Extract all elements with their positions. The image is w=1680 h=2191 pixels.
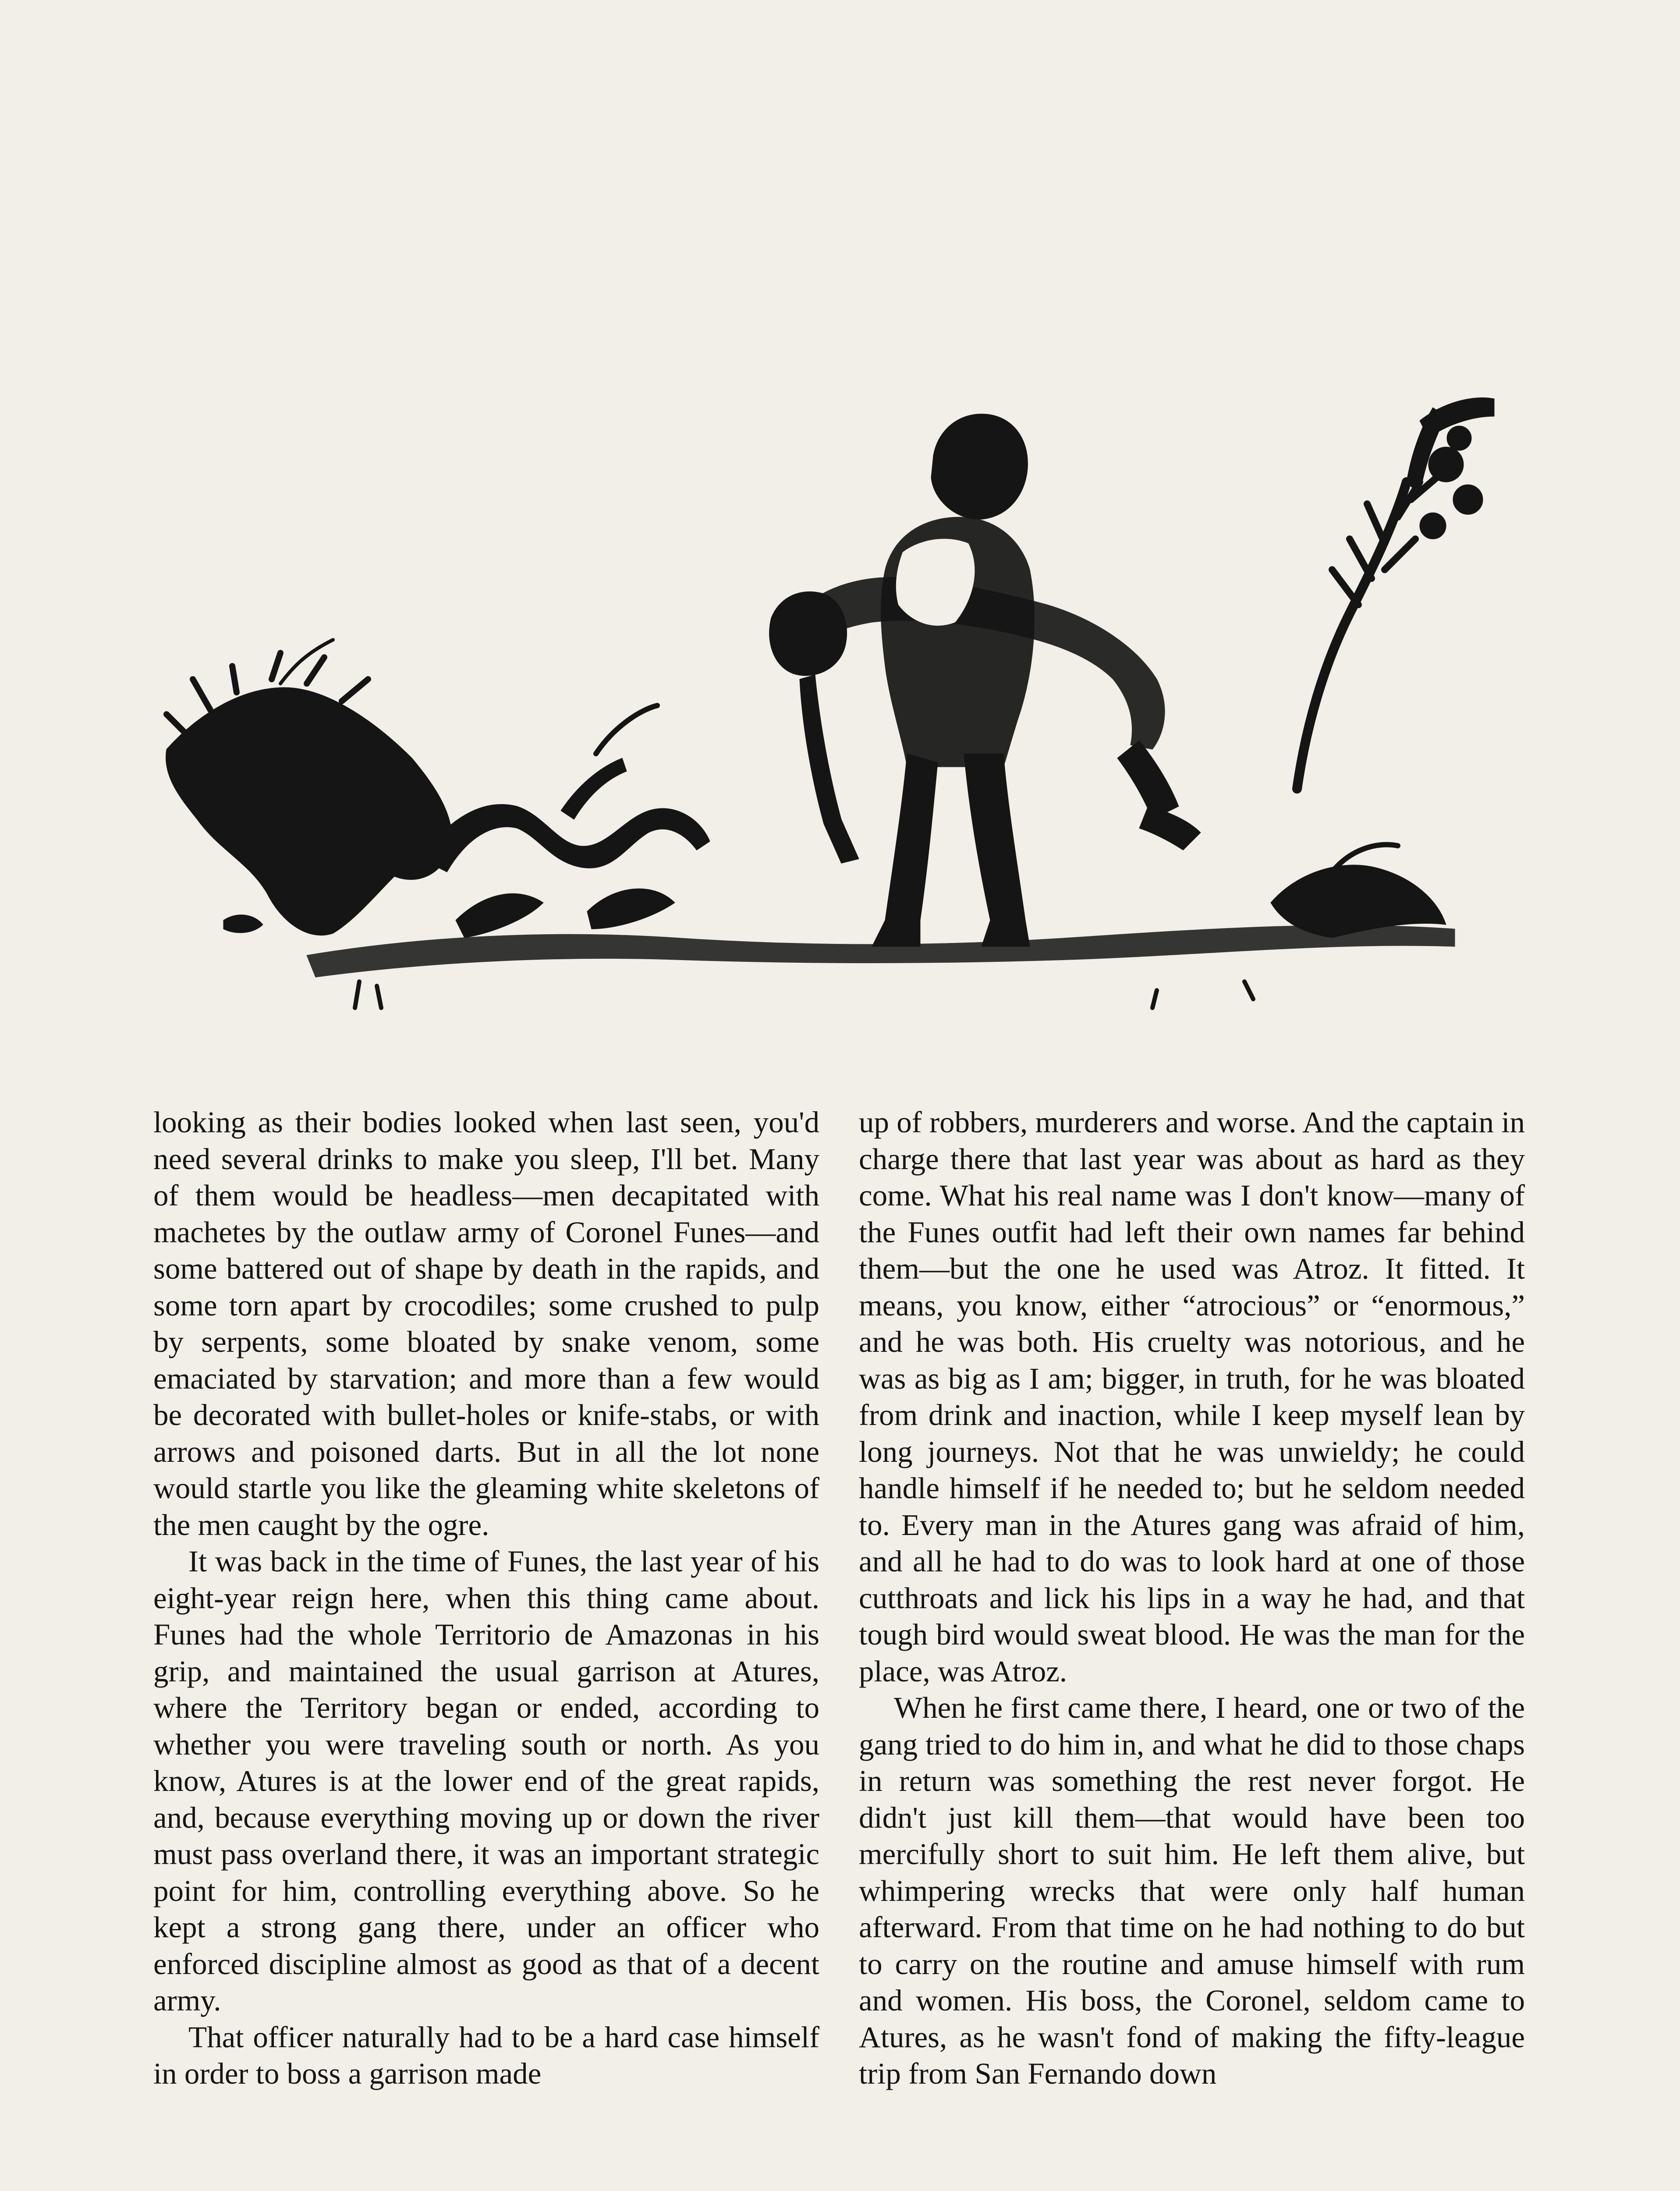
paragraph: That officer naturally had to be a hard case himself in order to boss a garrison made bbox=[153, 2020, 819, 2090]
paragraph: When he first came there, I heard, one or two of the gang tried to do him in, and what he did to those chaps in return was something the rest never forgot. He didn't just kill them—that would have been too mercifully short to suit him. He left them alive, but whimpering wrecks that were only half human afterward. From that time on he had nothing to do but to carry on the routine and amuse himself with rum and women. His boss, the Coronel, seldom came to Atures, as he wasn't fond of making the fifty-league trip from San Fernando down bbox=[859, 1691, 1525, 2090]
article-column-right bbox=[859, 1104, 1525, 2092]
paragraph: It was back in the time of Funes, the last year of his eight-year reign here, when this thing came about. Funes had the whole Territorio de Amazonas in his grip, and maintained the usual garrison at Atures, where the Territory began or ended, according to whether you were traveling south or north. As you know, Atures is at the lower end of the great rapids, and, because everything moving up or down the river must pass overland there, it was an important strategic point for him, controlling everything above. So he kept a strong gang there, under an officer who enforced discipline almost as good as that of a decent army. bbox=[153, 1545, 819, 2017]
story-illustration bbox=[149, 237, 1512, 1078]
article-column-left bbox=[153, 1104, 819, 2092]
ink-drawing-man-carrying-body bbox=[149, 237, 1512, 1078]
paragraph: looking as their bodies looked when last seen, you'd need several drinks to make you sleep, I'll bet. Many of them would be headless—men decapitated with machetes by the outlaw army of Coronel Funes—and some battered out of shape by death in the rapids, and some torn apart by crocodiles; some crushed to pulp by serpents, some bloated by snake venom, some emaciated by starvation; and more than a few would be decorated with bullet-holes or knife-stabs, or with arrows and poisoned darts. But in all the lot none would startle you like the gleaming white skeletons of the men caught by the ogre. bbox=[153, 1106, 819, 1542]
paragraph: up of robbers, murderers and worse. And the captain in charge there that last year was about as hard as they come. What his real name was I don't know—many of the Funes outfit had left their own names far behind them—but the one he used was Atroz. It fitted. It means, you know, either “atrocious” or “enormous,” and he was both. His cruelty was notorious, and he was as big as I am; bigger, in truth, for he was bloated from drink and inaction, while I keep myself lean by long journeys. Not that he was unwieldy; he could handle himself if he needed to; but he seldom needed to. Every man in the Atures gang was afraid of him, and all he had to do was to look hard at one of those cutthroats and lick his lips in a way he had, and that tough bird would sweat blood. He was the man for the place, was Atroz. bbox=[859, 1106, 1525, 1688]
